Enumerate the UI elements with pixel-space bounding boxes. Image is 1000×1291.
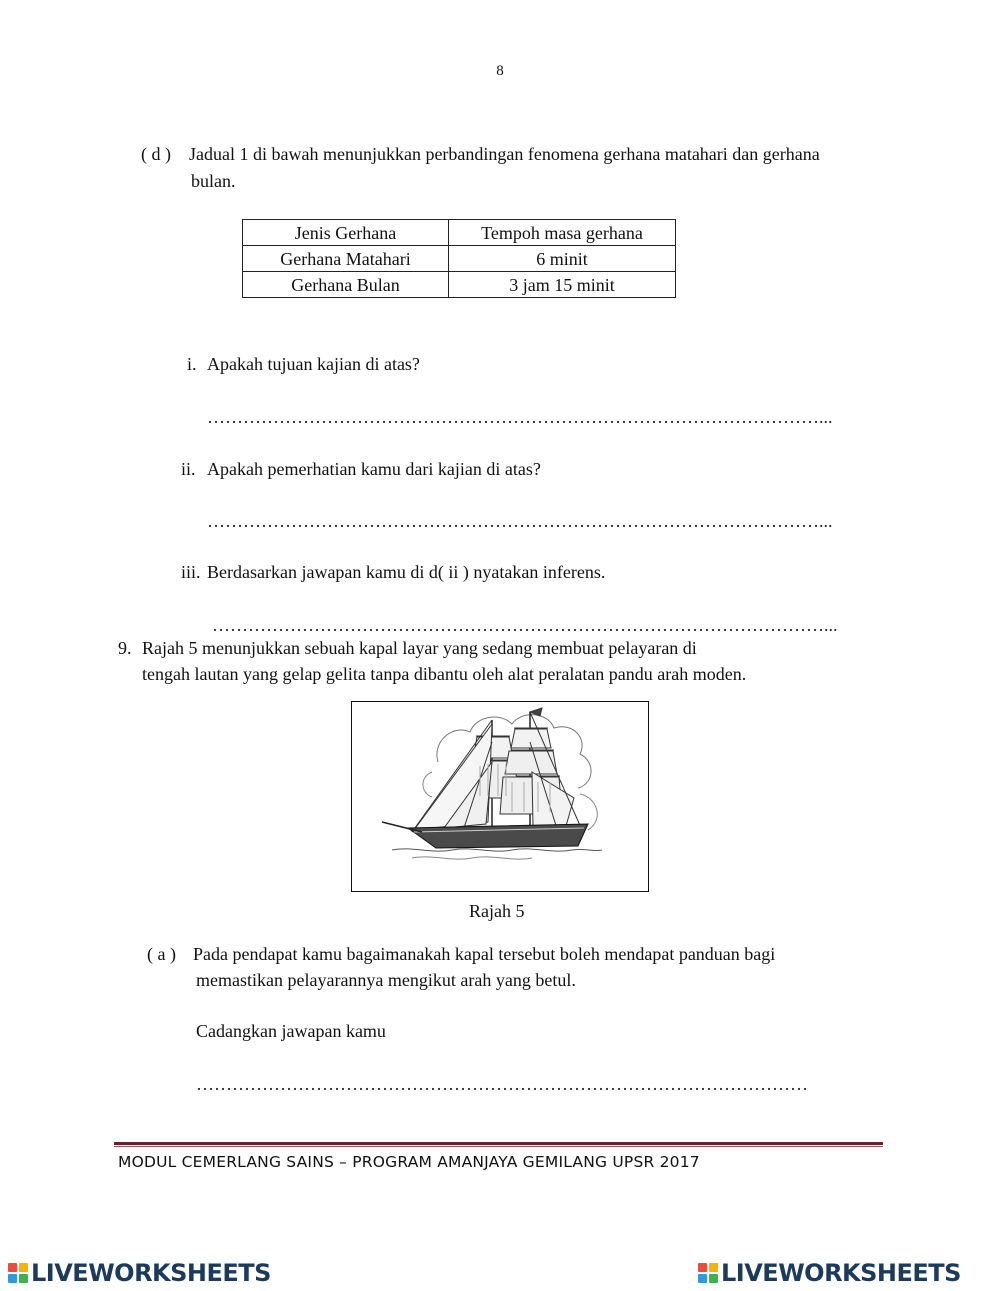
table-header-row bbox=[243, 220, 676, 246]
question-9-line2: tengah lautan yang gelap gelita tanpa dibantu oleh alat peralatan pandu arah moden. bbox=[142, 664, 747, 684]
table-header-cell: Jenis Gerhana bbox=[243, 220, 449, 246]
subq-i-text: Apakah tujuan kajian di atas? bbox=[207, 354, 420, 374]
subq-i-label: i. bbox=[187, 354, 197, 374]
table-header-cell: Tempoh masa gerhana bbox=[449, 220, 676, 246]
liveworksheets-brand-left bbox=[8, 1258, 271, 1288]
part-a-line1: Pada pendapat kamu bagaimanakah kapal tersebut boleh mendapat panduan bagi bbox=[193, 944, 776, 964]
figure-caption: Rajah 5 bbox=[469, 901, 525, 921]
sailing-ship-illustration bbox=[352, 702, 647, 890]
footer-text: MODUL CEMERLANG SAINS – PROGRAM AMANJAYA GEMILANG UPSR 2017 bbox=[118, 1153, 700, 1171]
question-d-line2: bulan. bbox=[191, 171, 236, 191]
figure-rajah-5 bbox=[351, 701, 649, 892]
question-9-line1: Rajah 5 menunjukkan sebuah kapal layar yang sedang membuat pelayaran di bbox=[142, 638, 697, 658]
brand-name: LIVEWORKSHEETS bbox=[31, 1259, 271, 1287]
part-a-answer-line[interactable]: ………………………………………………………………………………………… bbox=[196, 1074, 808, 1094]
eclipse-table bbox=[242, 219, 676, 298]
table-cell: Gerhana Matahari bbox=[243, 246, 449, 272]
part-a-prompt: Cadangkan jawapan kamu bbox=[196, 1021, 386, 1041]
footer-rule bbox=[114, 1142, 883, 1145]
table-cell: 3 jam 15 minit bbox=[449, 272, 676, 298]
subq-i-answer-line[interactable]: …………………………………………………………………………………………... bbox=[207, 407, 833, 427]
part-a-label: ( a ) bbox=[147, 944, 176, 964]
page-number: 8 bbox=[496, 63, 504, 79]
part-a-line2: memastikan pelayarannya mengikut arah yang betul. bbox=[196, 970, 576, 990]
question-9-label: 9. bbox=[118, 638, 132, 658]
question-d-line1: Jadual 1 di bawah menunjukkan perbandingan fenomena gerhana matahari dan gerhana bbox=[189, 144, 820, 164]
subq-ii-label: ii. bbox=[181, 459, 196, 479]
subq-iii-answer-line[interactable]: …………………………………………………………………………………………... bbox=[212, 615, 838, 635]
question-d-label: ( d ) bbox=[141, 144, 171, 164]
table-cell: 6 minit bbox=[449, 246, 676, 272]
table-row bbox=[243, 272, 676, 298]
liveworksheets-brand-right bbox=[698, 1258, 961, 1288]
liveworksheets-logo-icon bbox=[8, 1263, 28, 1283]
subq-iii-label: iii. bbox=[181, 562, 201, 582]
subq-ii-answer-line[interactable]: …………………………………………………………………………………………... bbox=[207, 511, 833, 531]
subq-ii-text: Apakah pemerhatian kamu dari kajian di atas? bbox=[207, 459, 541, 479]
footer-rule-thin bbox=[114, 1146, 883, 1147]
table-cell: Gerhana Bulan bbox=[243, 272, 449, 298]
brand-name: LIVEWORKSHEETS bbox=[721, 1259, 961, 1287]
subq-iii-text: Berdasarkan jawapan kamu di d( ii ) nyatakan inferens. bbox=[207, 562, 606, 582]
liveworksheets-logo-icon bbox=[698, 1263, 718, 1283]
table-row bbox=[243, 246, 676, 272]
